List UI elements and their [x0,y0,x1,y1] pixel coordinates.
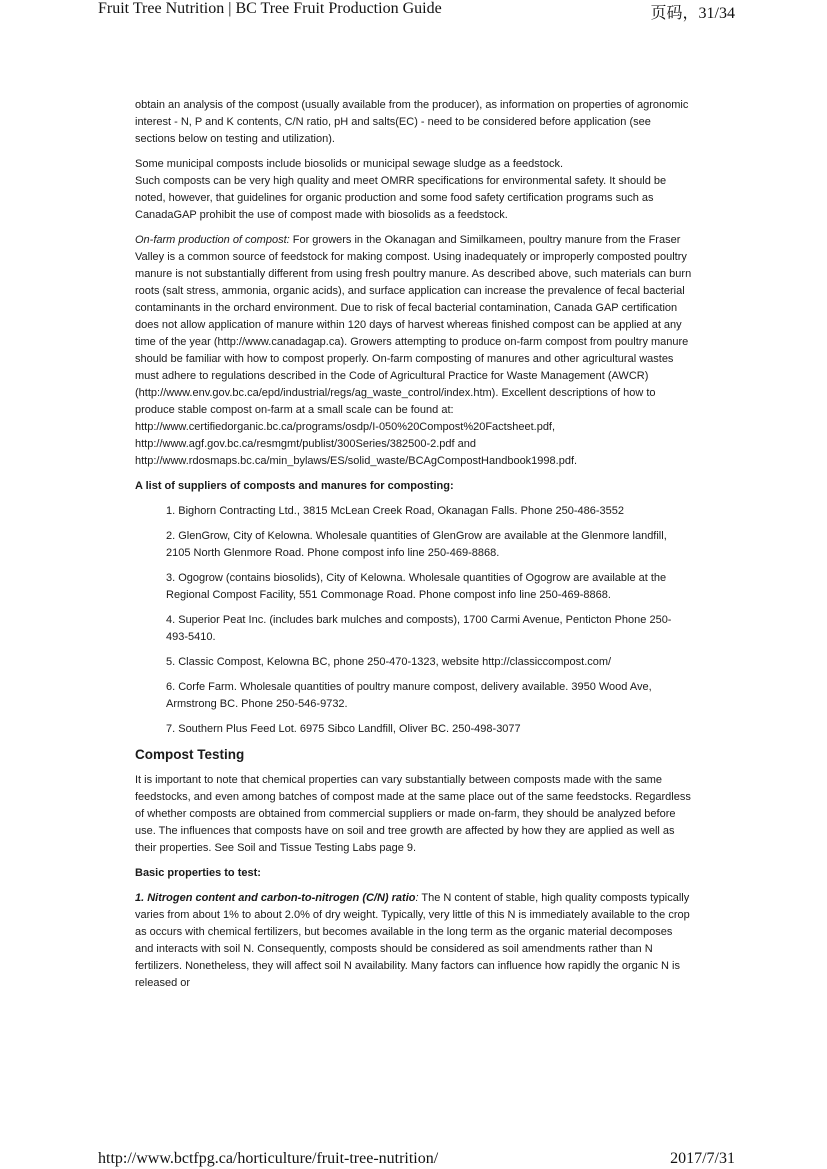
list-item: 7. Southern Plus Feed Lot. 6975 Sibco Landfill, Oliver BC. 250-498-3077 [166,723,521,735]
page-footer-url[interactable]: http://www.bctfpg.ca/horticulture/fruit-tree-nutrition/ [98,1150,439,1167]
page-footer-date: 2017/7/31 [670,1150,735,1167]
property-nitrogen-cn-ratio [135,890,693,992]
page-header-title: Fruit Tree Nutrition | BC Tree Fruit Production Guide [98,0,442,17]
link-agf-publist[interactable]: http://www.agf.gov.bc.ca/resmgmt/publist/300Series/382500-2.pdf and [135,438,476,450]
paragraph-compost-analysis: obtain an analysis of the compost (usually available from the producer), as information on properties of agronomic interest - N, P and K contents, C/N ratio, pH and salts(EC) - need to be considered before application (see sections below on testing and utilization). [135,99,689,145]
property-nitrogen-lead: 1. Nitrogen content and carbon-to-nitrogen (C/N) ratio [135,892,416,904]
paragraph-municipal-composts [135,156,693,224]
municipal-composts-intro: Some municipal composts include biosolids or municipal sewage sludge as a feedstock. [135,158,564,170]
paragraph-on-farm-compost [135,232,693,470]
list-item: 5. Classic Compost, Kelowna BC, phone 250-470-1323, website http://classiccompost.com/ [166,656,612,668]
municipal-composts-detail: Such composts can be very high quality and meet OMRR specifications for environmental safety. It should be noted, however, that guidelines for organic production and some food safety certification programs such as CanadaGAP prohibit the use of compost made with biosolids as a feedstock. [135,175,667,221]
suppliers-list [166,503,693,738]
paragraph-compost-testing: It is important to note that chemical properties can vary substantially between composts made with the same feedstocks, and even among batches of compost made at the same place out of the same feedstocks. Regardless of whether composts are obtained from commercial suppliers or made on-farm, they should be analyzed before use. The influences that composts have on soil and tree growth are affected by how they are applied as well as their properties. See Soil and Tissue Testing Labs page 9. [135,774,691,854]
link-certified-organic[interactable]: http://www.certifiedorganic.bc.ca/programs/osdp/I-050%20Compost%20Factsheet.pdf, [135,421,556,433]
suppliers-heading: A list of suppliers of composts and manures for composting: [135,480,454,492]
on-farm-label: On-farm production of compost: [135,234,290,246]
list-item: 6. Corfe Farm. Wholesale quantities of poultry manure compost, delivery available. 3950 Wood Ave, Armstrong BC. Phone 250-546-9732. [166,681,652,710]
list-item: 4. Superior Peat Inc. (includes bark mulches and composts), 1700 Carmi Avenue, Penticton Phone 250-493-5410. [166,614,672,643]
list-item: 2. GlenGrow, City of Kelowna. Wholesale quantities of GlenGrow are available at the Glenmore landfill, 2105 North Glenmore Road. Phone compost info line 250-469-8868. [166,530,667,559]
on-farm-text: For growers in the Okanagan and Similkameen, poultry manure from the Fraser Valley is a common source of feedstock for making compost. Using inadequately or improperly composted poultry manure is not substantially different from using fresh poultry manure. As described above, such materials can burn roots (salt stress, ammonia, organic acids), and surface application can increase the prevalence of fecal bacterial contaminants in the orchard environment. Due to risk of fecal bacterial contamination, Canada GAP certification does not allow application of manure within 120 days of harvest whereas finished compost can be applied at any time of the year (http://www.canadagap.ca). Growers attempting to produce on-farm compost from poultry manure should be familiar with how to compost properly. On-farm composting of manures and other agricultural wastes must adhere to regulations described in the Code of Agricultural Practice for Waste Management (AWCR) [135,234,692,382]
document-body [135,97,693,1000]
property-nitrogen-colon: : [415,892,419,904]
list-item: 1. Bighorn Contracting Ltd., 3815 McLean Creek Road, Okanagan Falls. Phone 250-486-3552 [166,505,625,517]
property-nitrogen-text: The N content of stable, high quality composts typically varies from about 1% to about 2.0% of dry weight. Typically, very little of this N is immediately available to the crop as occurs with chemical fertilizers, but becomes available in the long term as the organic material decomposes and interacts with soil N. Consequently, composts should be considered as soil amendments rather than N fertilizers. Nonetheless, they will affect soil N availability. Many factors can influence how rapidly the organic N is released or [135,892,690,989]
section-heading-compost-testing: Compost Testing [135,747,245,762]
basic-properties-heading: Basic properties to test: [135,867,261,879]
list-item: 3. Ogogrow (contains biosolids), City of Kelowna. Wholesale quantities of Ogogrow are available at the Regional Compost Facility, 551 Commonage Road. Phone compost info line 250-469-8868. [166,572,667,601]
page-header-page-number: 页码，31/34 [650,5,735,22]
awcr-url-text[interactable]: (http://www.env.gov.bc.ca/epd/industrial/regs/ag_waste_control/index.htm). Excellent descriptions of how to produce stable compost on-farm at a small scale can be found at: [135,387,656,416]
link-rdos-handbook[interactable]: http://www.rdosmaps.bc.ca/min_bylaws/ES/solid_waste/BCAgCompostHandbook1998.pdf. [135,455,578,467]
